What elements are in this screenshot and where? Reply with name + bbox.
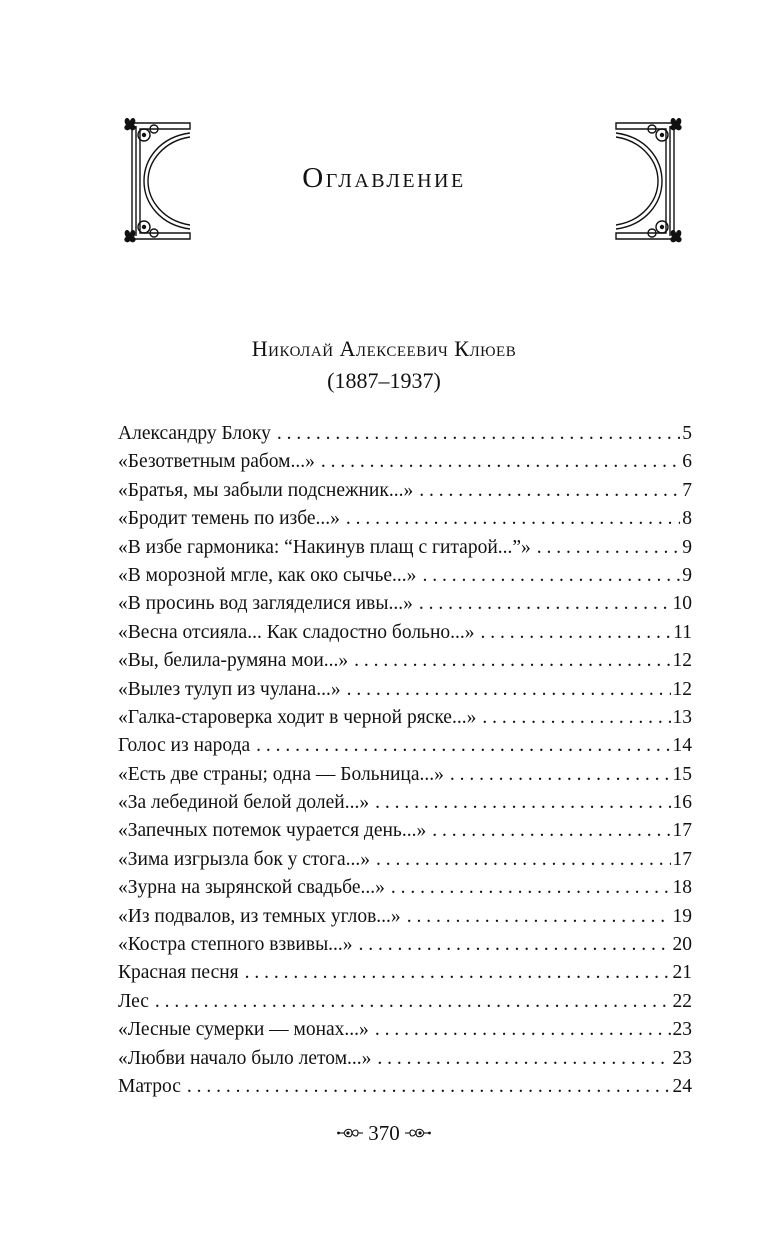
toc-entry[interactable] <box>118 931 692 959</box>
toc-entry[interactable] <box>118 959 692 987</box>
toc-dot-leader <box>359 931 671 959</box>
toc-entry[interactable] <box>118 988 692 1016</box>
toc-entry-page: 21 <box>672 962 692 984</box>
toc-entry[interactable] <box>118 1045 692 1073</box>
toc-entry-title: «Зурна на зырянской свадьбе...» <box>118 877 385 899</box>
toc-entry-title: Голос из народа <box>118 735 251 757</box>
fleuron-icon <box>336 1126 364 1140</box>
toc-dot-leader <box>347 676 671 704</box>
toc-entry-title: Матрос <box>118 1075 181 1097</box>
toc-entry-title: «Запечных потемок чурается день...» <box>118 820 427 842</box>
toc-entry-page: 5 <box>682 423 692 444</box>
toc-entry[interactable] <box>118 903 692 931</box>
toc-dot-leader <box>419 590 671 618</box>
toc-entry[interactable] <box>118 647 692 675</box>
toc-entry[interactable] <box>118 505 692 533</box>
toc-entry-page: 17 <box>672 820 692 842</box>
toc-dot-leader <box>245 959 671 987</box>
table-of-contents <box>118 420 692 1101</box>
toc-entry[interactable] <box>118 817 692 845</box>
toc-dot-leader <box>346 505 680 533</box>
toc-entry[interactable] <box>118 676 692 704</box>
toc-entry-title: «Лесные сумерки — монах...» <box>118 1019 369 1041</box>
toc-dot-leader <box>481 619 672 647</box>
toc-entry-title: «Из подвалов, из темных углов...» <box>118 905 401 927</box>
toc-dot-leader <box>422 562 680 590</box>
toc-dot-leader <box>321 448 680 476</box>
toc-entry-page: 8 <box>682 508 692 530</box>
toc-dot-leader <box>450 761 671 789</box>
toc-entry[interactable] <box>118 590 692 618</box>
toc-entry-page: 20 <box>672 934 692 956</box>
toc-dot-leader <box>375 789 670 817</box>
page-title: Оглавление <box>302 162 466 194</box>
toc-entry-title: «За лебединой белой долей...» <box>118 792 370 814</box>
toc-entry-title: Александру Блоку <box>118 423 271 444</box>
toc-entry[interactable] <box>118 789 692 817</box>
fleuron-icon <box>404 1126 432 1140</box>
toc-entry-title: Красная песня <box>118 962 239 984</box>
toc-entry-page: 7 <box>682 479 692 501</box>
toc-entry[interactable] <box>118 1016 692 1044</box>
toc-entry[interactable] <box>118 534 692 562</box>
toc-dot-leader <box>277 420 680 448</box>
toc-entry-page: 9 <box>682 564 692 586</box>
toc-dot-leader <box>391 874 671 902</box>
toc-entry-title: «Костра степного взвивы...» <box>118 934 353 956</box>
page-footer <box>0 1118 768 1148</box>
toc-dot-leader <box>256 732 670 760</box>
toc-entry-title: Лес <box>118 990 149 1012</box>
toc-entry-page: 13 <box>672 706 692 728</box>
toc-entry-title: «В морозной мгле, как око сычье...» <box>118 564 417 586</box>
toc-entry-title: «В просинь вод загляделися ивы...» <box>118 593 413 615</box>
toc-entry[interactable] <box>118 704 692 732</box>
toc-entry-page: 12 <box>672 678 692 700</box>
toc-entry-page: 15 <box>672 763 692 785</box>
toc-entry-page: 22 <box>672 990 692 1012</box>
toc-entry-title: «Зима изгрызла бок у стога...» <box>118 848 370 870</box>
toc-entry-page: 9 <box>682 536 692 558</box>
toc-entry-title: «Галка-староверка ходит в черной ряске...» <box>118 706 477 728</box>
toc-dot-leader <box>482 704 670 732</box>
toc-entry-title: «В избе гармоника: “Накинув плащ с гитарой...”» <box>118 536 531 558</box>
toc-dot-leader <box>155 988 671 1016</box>
toc-dot-leader <box>376 846 671 874</box>
page-number: 370 <box>368 1121 400 1145</box>
author-years: (1887–1937) <box>327 368 441 393</box>
toc-dot-leader <box>407 903 671 931</box>
toc-entry[interactable] <box>118 732 692 760</box>
toc-dot-leader <box>354 647 670 675</box>
toc-entry-page: 17 <box>672 848 692 870</box>
toc-entry-page: 24 <box>672 1075 692 1097</box>
toc-entry-page: 16 <box>672 792 692 814</box>
toc-entry-page: 14 <box>672 735 692 757</box>
toc-dot-leader <box>187 1073 671 1101</box>
toc-entry-page: 11 <box>673 621 692 643</box>
toc-entry[interactable] <box>118 477 692 505</box>
toc-entry-page: 12 <box>672 650 692 672</box>
toc-entry-title: «Бродит темень по избе...» <box>118 508 340 530</box>
toc-entry[interactable] <box>118 619 692 647</box>
toc-entry-page: 6 <box>682 451 692 473</box>
toc-entry-page: 10 <box>672 593 692 615</box>
toc-dot-leader <box>432 817 670 845</box>
toc-entry[interactable] <box>118 420 692 448</box>
toc-entry-page: 23 <box>672 1047 692 1069</box>
toc-dot-leader <box>377 1045 670 1073</box>
toc-entry-title: «Безответным рабом...» <box>118 451 315 473</box>
toc-entry[interactable] <box>118 1073 692 1101</box>
toc-entry[interactable] <box>118 448 692 476</box>
toc-entry[interactable] <box>118 562 692 590</box>
toc-entry-page: 18 <box>672 877 692 899</box>
toc-entry[interactable] <box>118 846 692 874</box>
toc-entry[interactable] <box>118 761 692 789</box>
toc-entry-title: «Любви начало было летом...» <box>118 1047 372 1069</box>
toc-entry-page: 23 <box>672 1019 692 1041</box>
toc-entry-title: «Вылез тулуп из чулана...» <box>118 678 341 700</box>
toc-entry-page: 19 <box>672 905 692 927</box>
toc-dot-leader <box>537 534 680 562</box>
toc-dot-leader <box>375 1016 671 1044</box>
toc-dot-leader <box>419 477 680 505</box>
toc-entry-title: «Вы, белила-румяна мои...» <box>118 650 349 672</box>
toc-entry[interactable] <box>118 874 692 902</box>
toc-entry-title: «Весна отсияла... Как сладостно больно...» <box>118 621 475 643</box>
toc-entry-title: «Есть две страны; одна — Больница...» <box>118 763 444 785</box>
author-name: Николай Алексеевич Клюев <box>251 336 517 361</box>
toc-entry-title: «Братья, мы забыли подснежник...» <box>118 479 414 501</box>
